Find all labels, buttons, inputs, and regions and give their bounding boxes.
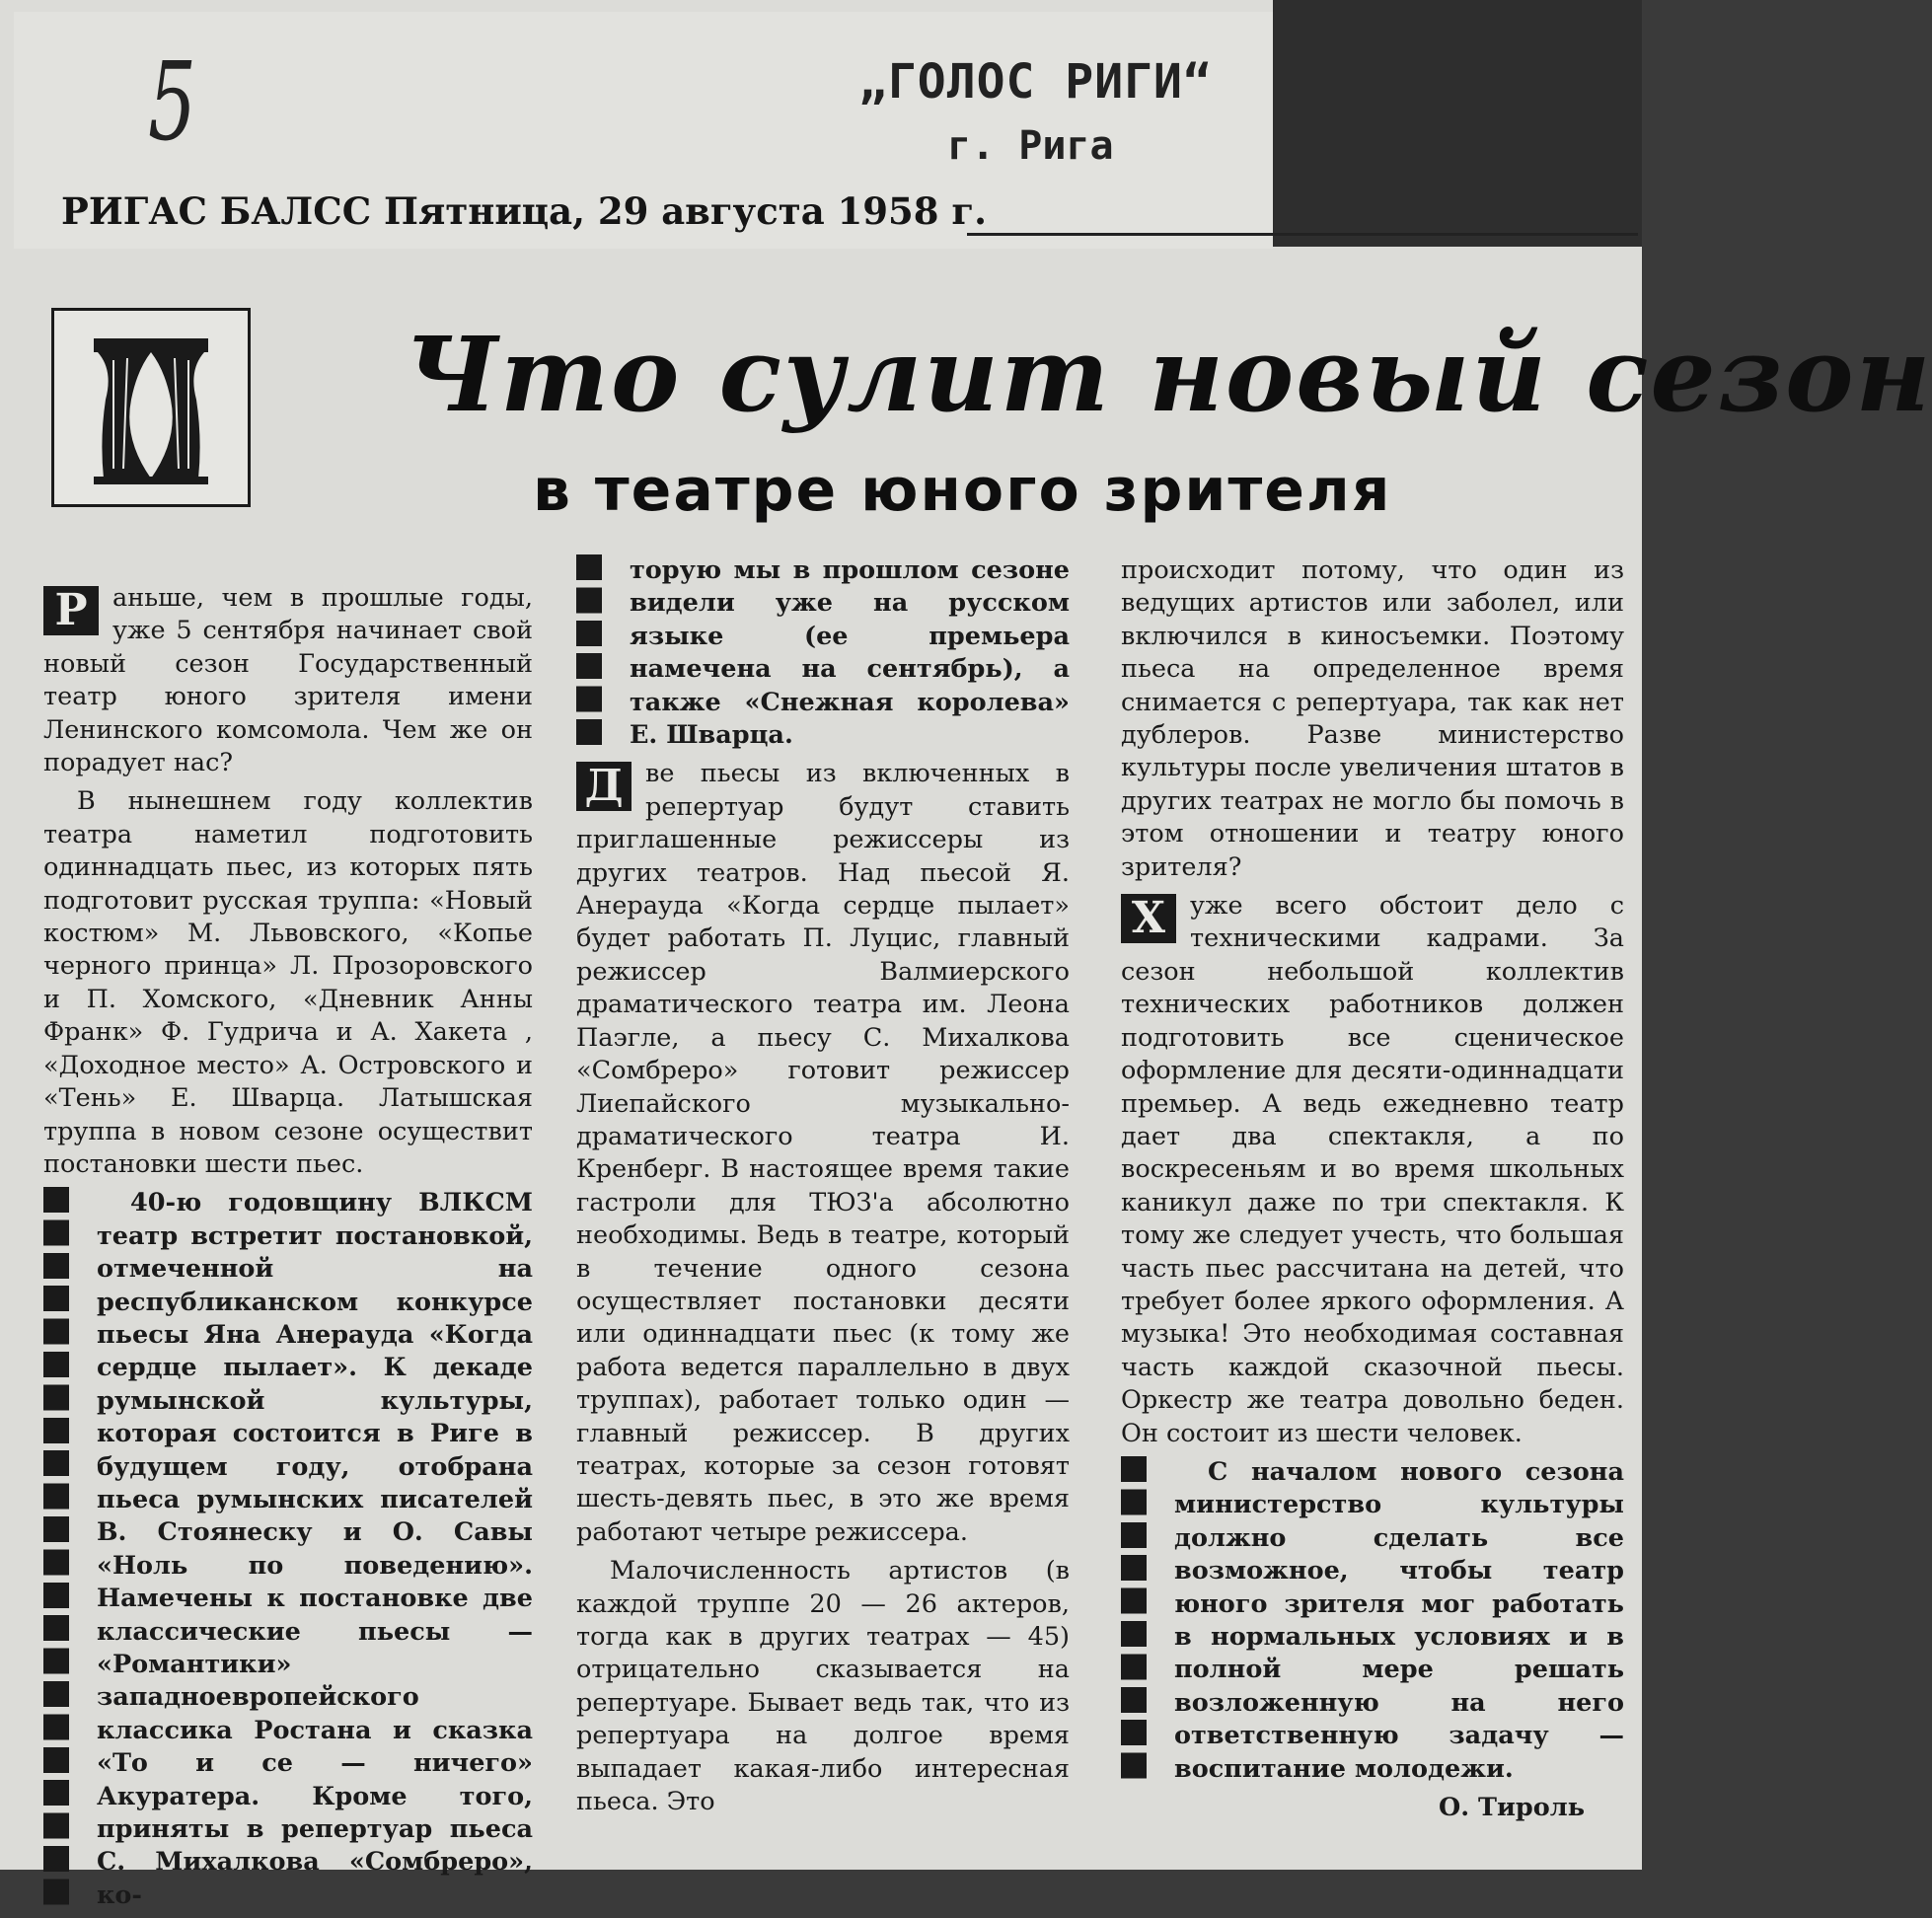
col3-paragraph-1: происходит потому, что один из ведущих артистов или заболел, или включился в киносъемки. Поэтому пьеса на определенное время снимается с репертуара, так как нет дублеров. Разве министерство культуры после увеличения штатов в других театрах не могло бы помочь в этом отношении и театру юного зрителя? bbox=[1121, 555, 1624, 882]
curtain-icon bbox=[54, 311, 248, 504]
col3-paragraph-2: Х уже всего обстоит дело с техническими кадрами. За сезон небольшой коллектив технических работников должен подготовить все сценическое оформление для десяти-одиннадцати премьер. А ведь ежедневно театр дает два спектакля, а по воскресеньям и во время школьных каникул даже по три спектакля. К тому же следует учесть, что большая часть пьес рассчитана на детей, что требует более яркого оформления. А музыка! Это необходимая составная часть каждой сказочной пьесы. Оркестр же театра довольно беден. Он состоит из шести человек. bbox=[1121, 891, 1624, 1448]
city-stamp: г. Рига bbox=[947, 123, 1114, 169]
dropcap-d: Д bbox=[576, 762, 632, 811]
col3-highlight-paragraph: С началом нового сезона министерство культуры должно сделать все возможное, чтобы театр юного зрителя мог работать в нормальных условиях и в полной мере решать возложенную на него ответственную задачу — воспитание молодежи. bbox=[1121, 1456, 1624, 1786]
article-headline: Что сулит новый сезон bbox=[405, 314, 1932, 435]
theatre-curtain-logo bbox=[51, 308, 251, 507]
dropcap-h: Х bbox=[1121, 894, 1176, 943]
column-2 bbox=[576, 554, 1070, 1824]
masthead-date-line: РИГАС БАЛСС Пятница, 29 августа 1958 г. bbox=[61, 189, 987, 233]
col1-paragraph-2: В нынешнем году коллектив театра наметил подготовить одиннадцать пьес, из которых пять подготовит русская труппа: «Новый костюм» М. Львовского, «Копье черного принца» Л. Прозоровского и П. Хомского, «Дневник Анны Франк» Ф. Гудрича и А. Хакета , «Доходное место» А. Островского и «Тень» Е. Шварца. Латышская труппа в новом сезоне осуществит постановки шести пьес. bbox=[43, 786, 533, 1179]
col2-paragraph-2: Д ве пьесы из включенных в репертуар будут ставить приглашенные режиссеры из других театров. Над пьесой Я. Анерауда «Когда сердце пылает» будет работать П. Луцис, главный режиссер Валмиерского драматического театра им. Леона Паэгле, а пьесу С. Михалкова «Сомбреро» готовит режиссер Лиепайского музыкально-драматического театра И. Кренберг. В настоящее время такие гастроли для ТЮЗ'а абсолютно необходимы. Ведь в театре, который в течение одного сезона осуществляет постановки десяти или одиннадцати пьес (к тому же работа ведется параллельно в двух труппах), работает только один — главный режиссер. В других театрах, которые за сезон готовят шесть-девять пьес, в это же время работают четыре режиссера. bbox=[576, 759, 1070, 1547]
col1-highlight-paragraph: 40-ю годовщину ВЛКСМ театр встретит постановкой, отмеченной на республиканском конкурсе пьесы Яна Анерауда «Когда сердце пылает». К декаде румынской культуры, которая состоится в Риге в будущем году, отобрана пьеса румынских писателей В. Стоянеску и О. Савы «Ноль по поведению». Намечены к постановке две классические пьесы — «Романтики» западноевропейского классика Ростана и сказка «То и се — ничего» Акуратера. Кроме того, приняты в репертуар пьеса С. Михалкова «Сомбреро», ко- bbox=[43, 1187, 533, 1912]
background-strip bbox=[1273, 0, 1642, 247]
author-signature: О. Тироль bbox=[1439, 1793, 1585, 1823]
column-3 bbox=[1121, 554, 1624, 1824]
handwritten-number: 5 bbox=[148, 38, 196, 165]
col2-paragraph-3: Малочисленность артистов (в каждой труппе 20 — 26 актеров, тогда как в других театрах — 45) отрицательно сказывается на репертуаре. Бывает ведь так, что из репертуара на долгое время выпадает какая-либо интересная пьеса. Это bbox=[576, 1556, 1070, 1817]
col1-paragraph-1: Р аньше, чем в прошлые годы, уже 5 сентября начинает свой новый сезон Государственный театр юного зрителя имени Ленинского комсомола. Чем же он порадует нас? bbox=[43, 583, 533, 778]
article-subheadline: в театре юного зрителя bbox=[533, 456, 1392, 525]
newspaper-stamp: „ГОЛОС РИГИ“ bbox=[858, 54, 1213, 110]
column-1 bbox=[43, 582, 533, 1918]
col2-highlight-paragraph: торую мы в прошлом сезоне видели уже на русском языке (ее премьера намечена на сентябрь), а также «Снежная королева» Е. Шварца. bbox=[576, 554, 1070, 752]
masthead-rule bbox=[967, 233, 1638, 236]
dropcap-r: Р bbox=[43, 586, 99, 635]
